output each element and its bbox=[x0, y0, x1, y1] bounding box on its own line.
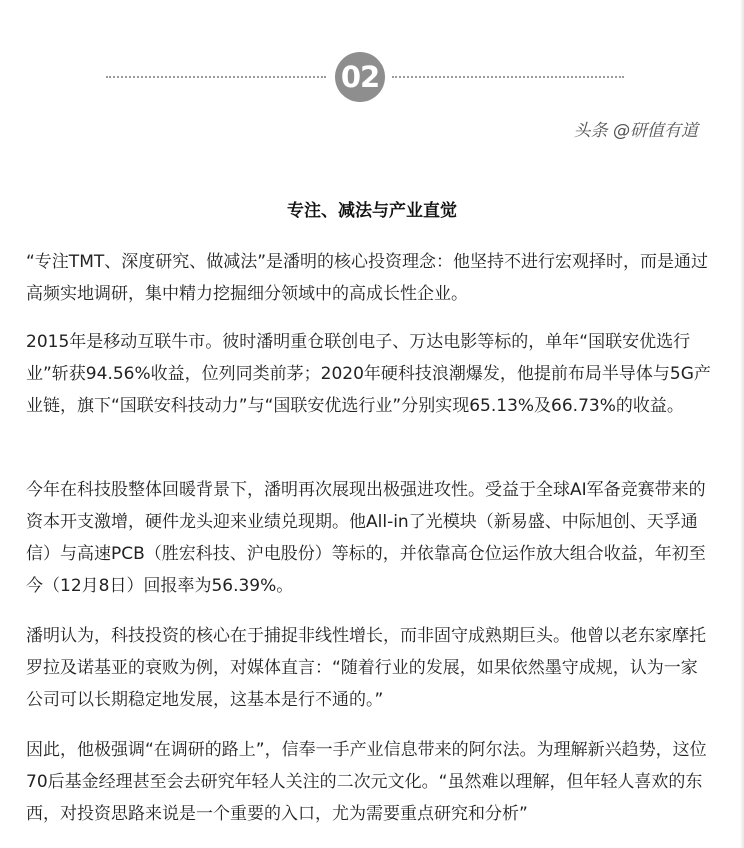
article-paragraph: “专注TMT、深度研究、做减法”是潘明的核心投资理念：他坚持不进行宏观择时，而是通过高频实地调研，集中精力挖掘细分领域中的高成长性企业。 bbox=[26, 252, 709, 304]
article-paragraph: 今年在科技股整体回暖背景下，潘明再次展现出极强进攻性。受益于全球AI军备竞赛带来的资本开支激增，硬件龙头迎来业绩兑现期。他All-in了光模块（新易盛、中际旭创、天孚通信）与高速PCB（胜宏科技、沪电股份）等标的，并依靠高仓位运作放大组合收益，年初至今（12月8日）回报率为56.39%。 bbox=[26, 480, 706, 596]
page-edge bbox=[740, 0, 744, 848]
article-paragraph: 因此，他极强调“在调研的路上”，信奉一手产业信息带来的阿尔法。为理解新兴趋势，这位70后基金经理甚至会去研究年轻人关注的二次元文化。“虽然难以理解，但年轻人喜欢的东西，对投资思路来说是一个重要的入口，尤为需要重点研究和分析” bbox=[26, 740, 707, 824]
section-number-badge: 02 bbox=[335, 52, 385, 102]
dotted-line-right bbox=[392, 76, 624, 78]
section-divider bbox=[106, 52, 624, 102]
dotted-line-left bbox=[106, 76, 326, 78]
article-paragraph: 潘明认为，科技投资的核心在于捕捉非线性增长，而非固守成熟期巨头。他曾以老东家摩托罗拉及诺基亚的衰败为例，对媒体直言：“随着行业的发展，如果依然墨守成规，认为一家公司可以长期稳定地发展，这基本是行不通的。” bbox=[26, 626, 706, 710]
article-section-title: 专注、减法与产业直觉 bbox=[287, 201, 457, 221]
article-paragraph: 2015年是移动互联牛市。彼时潘明重仓联创电子、万达电影等标的，单年“国联安优选行业”斩获94.56%收益，位列同类前茅；2020年硬科技浪潮爆发，他提前布局半导体与5G产业链，旗下“国联安科技动力”与“国联安优选行业”分别实现65.13%及66.73%的收益。 bbox=[26, 332, 711, 416]
source-watermark: 头条 @研值有道 bbox=[573, 121, 698, 141]
